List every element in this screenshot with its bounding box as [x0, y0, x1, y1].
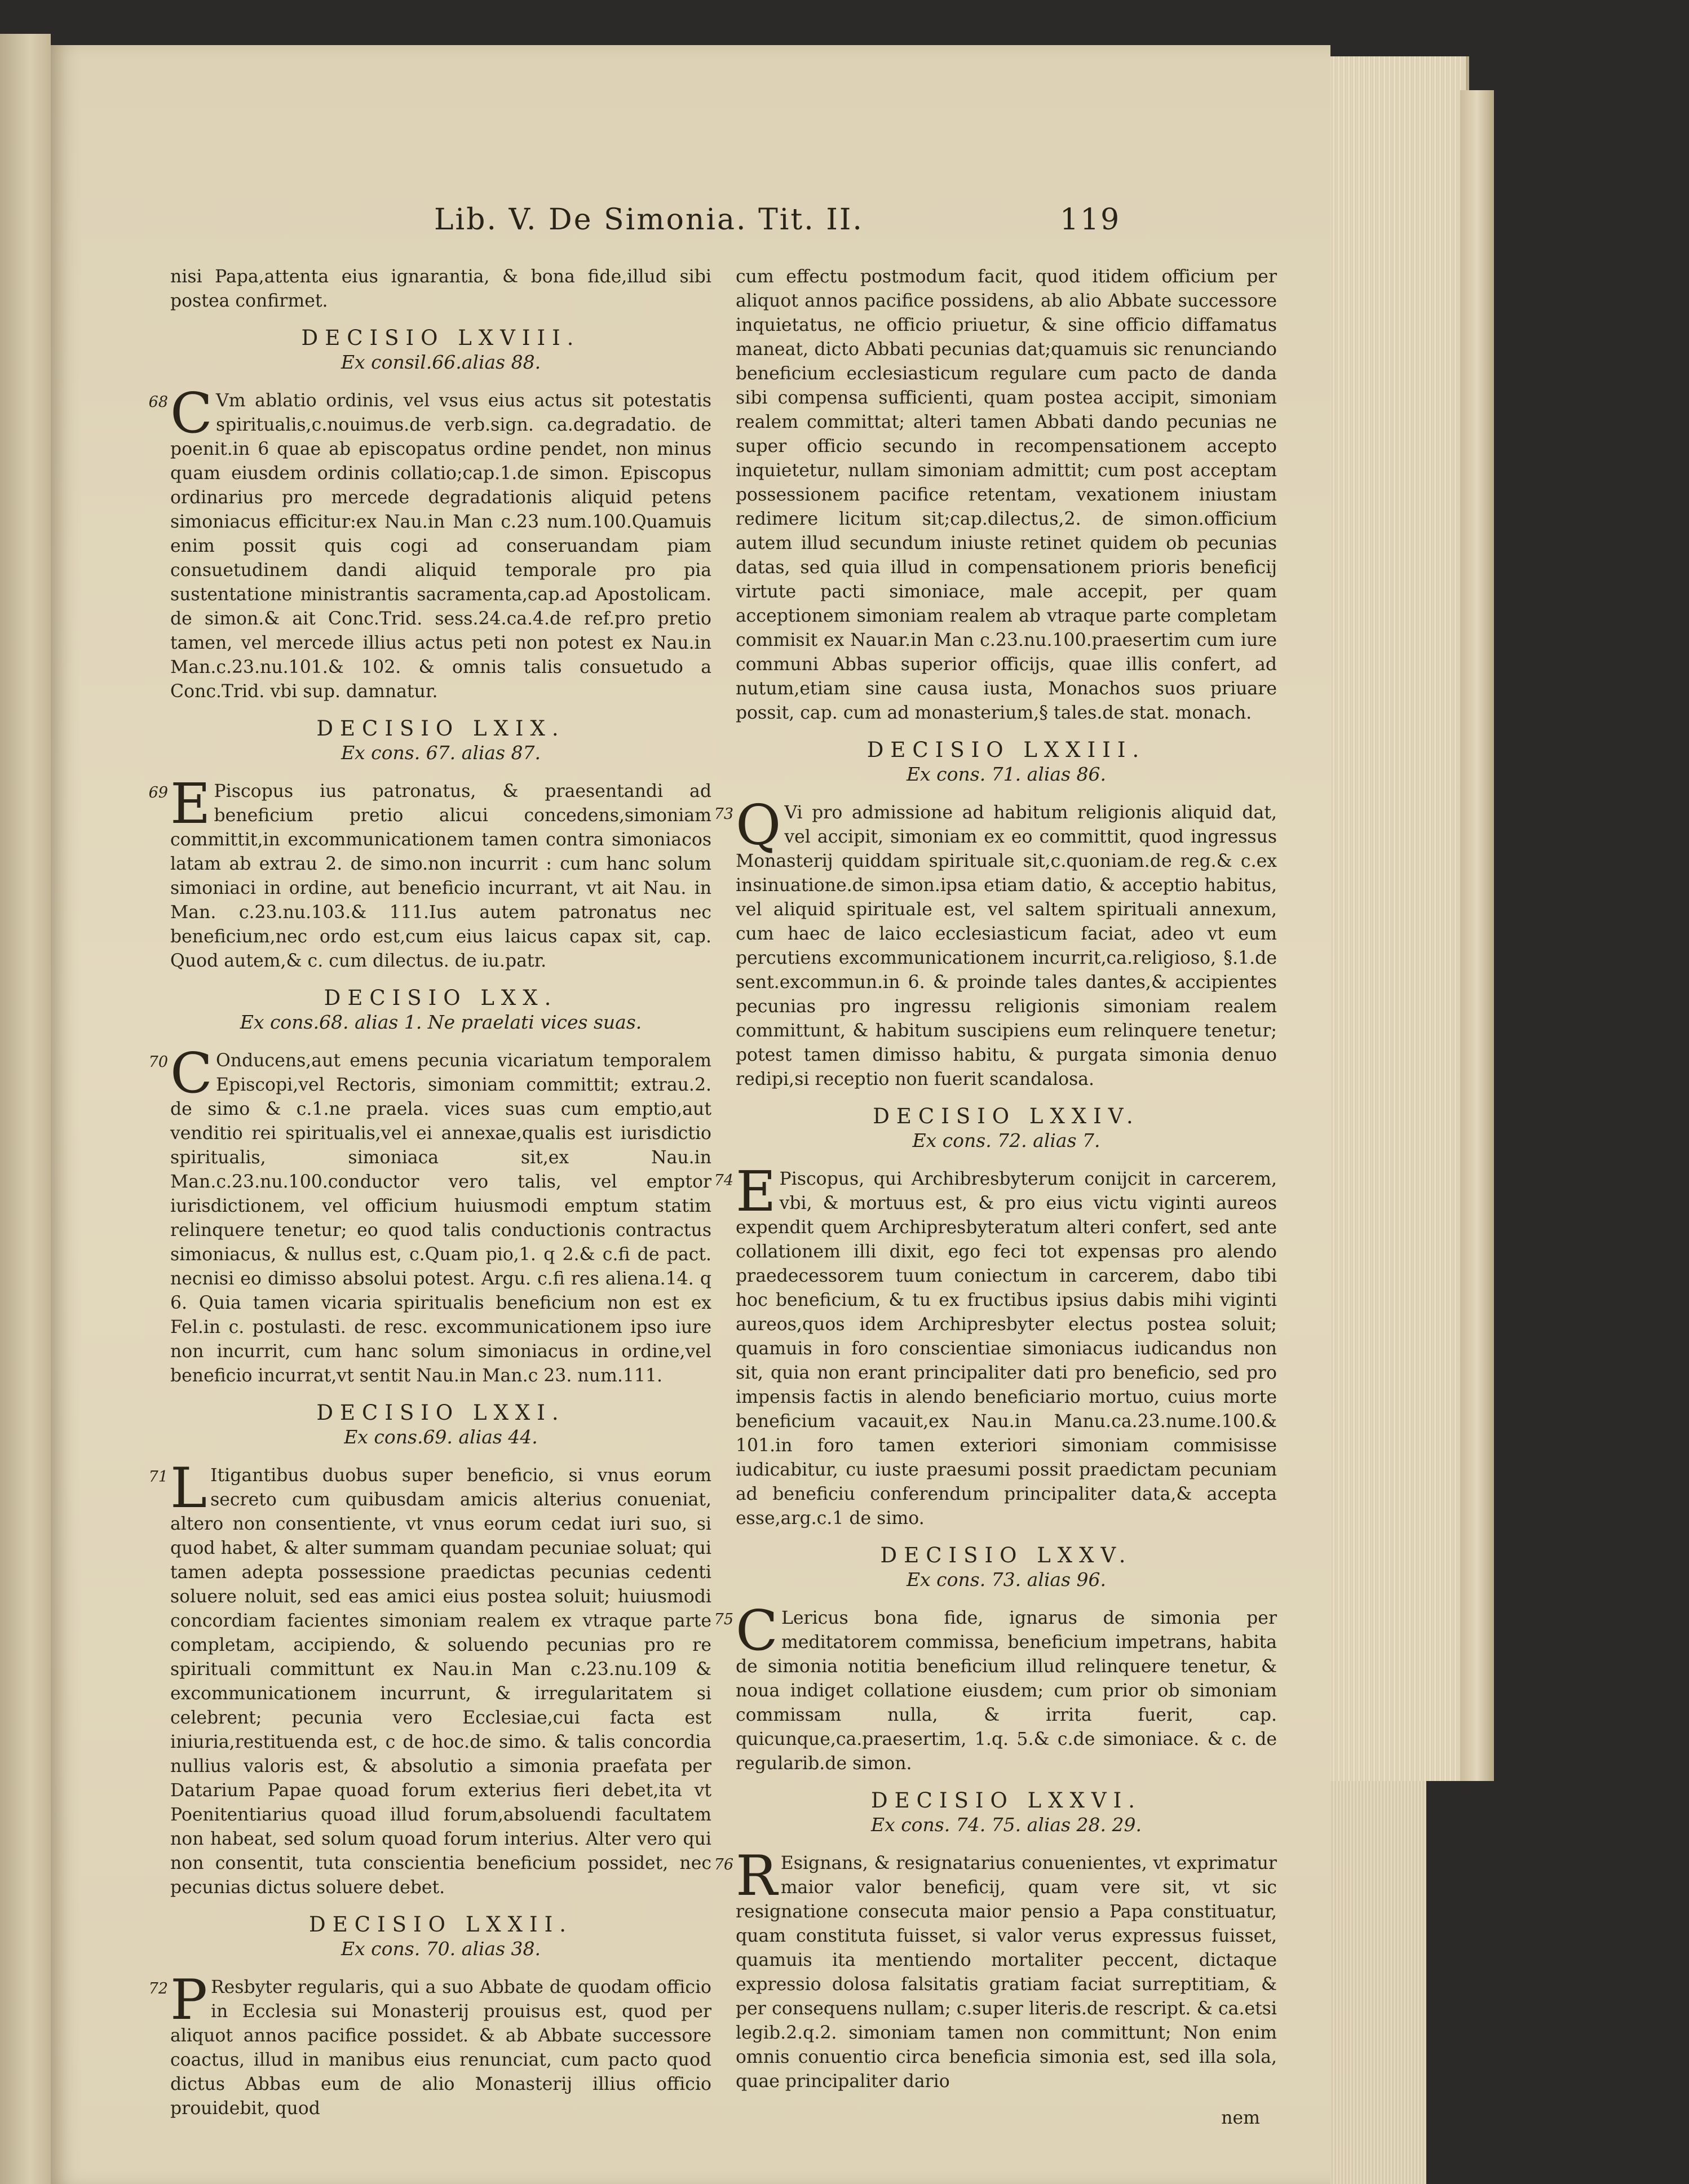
decision-block [714, 1104, 1277, 1531]
decision-heading: DECISIO LXXV. [880, 1543, 1133, 1567]
decision-text: Lericus bona fide, ignarus de simonia per meditatorem commissa, beneficium impetrans, habita de simonia notitia beneficium illud relinquere tenetur, & noua indiget collatione eiusdem; cum prior ob simoniam commissam nulla, & irrita fuerit, cap. quicunque,ca.praesertim, 1.q. 5.& c.de simoniace. & c. de regularib.de simon. [736, 1608, 1277, 1774]
decision-heading: DECISIO LXXIII. [866, 738, 1146, 762]
decision-block [714, 1788, 1277, 2094]
decision-text: Resbyter regularis, qui a suo Abbate de quodam officio in Ecclesia sui Monasterij prouisus est, quod per aliquot annos pacifice possidet. & ab Abbate successore coactus, illud in manibus eius renunciat, cum pacto quod dictus Abbas eum de alio Monasterij illius officio prouidebit, quod [170, 1977, 711, 2119]
decision-heading: DECISIO LXXVI. [870, 1788, 1142, 1813]
page-stack-edges [1330, 56, 1469, 1781]
decision-text: Vm ablatio ordinis, vel vsus eius actus sit potestatis spiritualis,c.nouimus.de verb.sign. ca.degradatio. de poenit.in 6 quae ab episcopatus ordine pendet, non minus quam eiusdem ordinis collatio;cap.1.de simon. Episcopus ordinarius pro mercede degradationis aliquid petens simoniacus efficitur:ex Nau.in Man c.23 num.100.Quamuis enim possit quis cogi ad conseruandam piam consuetudinem dandi aliquid temporale pro pia sustentatione ministrantis sacramenta,cap.ad Apostolicam. de simon.& ait Conc.Trid. sess.24.ca.4.de ref.pro pretio tamen, vel mercede illius actus peti non potest ex Nau.in Man.c.23.nu.101.& 102. & omnis talis consuetudo a Conc.Trid. vbi sup. damnatur. [170, 391, 711, 702]
decision-text: Esignans, & resignatarius conuenientes, vt exprimatur maior valor beneficij, quam vere sit, vt sic resignatione consecuta maior pensio a Papa constituatur, quam constituta fuisset, si valor verus expressus fuisset, quamuis ita mentiendo mortaliter peccent, dictaque expressio dolosa falsitatis gratiam faciat surreptitiam, & per consequens nullam; c.super literis.de rescript. & ca.etsi legib.2.q.2. simoniam tamen non committunt; Non enim omnis conuentio circa beneficia simonia est, sed illa sola, quae principaliter dario [736, 1853, 1277, 2092]
decision-paragraph [714, 794, 1277, 1092]
decision-paragraph [148, 1456, 711, 1900]
margin-number: 68 [148, 393, 168, 411]
decision-source: Ex cons. 73. alias 96. [906, 1569, 1107, 1591]
decision-block [148, 326, 711, 704]
initial-letter: C [170, 382, 213, 446]
opening-text: nisi Papa,attenta eius ignarantia, & bona fide,illud sibi postea confirmet. [170, 267, 711, 311]
decision-text: Vi pro admissione ad habitum religionis aliquid dat, vel accipit, simoniam ex eo committit, quod ingressus Monasterij quiddam spirituale sit,c.quoniam.de reg.& c.ex insinuatione.de simon.ipsa etiam datio, & acceptio habitus, vel aliquid spirituale est, vel saltem spirituali annexum, cum haec de laico ecclesiasticum faciat, adeo vt eum percutiens excommunicationem incurrit,ca.religioso, §.1.de sent.excommun.in 6. & proinde tales dantes,& accipientes pecunias pro ingressu religionis simoniam realem committunt, & habitum suscipiens eum relinquere tenetur; potest tamen dimisso habitu, & purgata simonia denuo redipi,si receptio non fuerit scandalosa. [736, 803, 1277, 1089]
right-column [714, 265, 1277, 2130]
left-page-edge [0, 34, 51, 2184]
decision-source: Ex cons. 70. alias 38. [341, 1938, 541, 1960]
book-page [51, 45, 1330, 2184]
decision-heading: DECISIO LXIX. [316, 716, 565, 741]
decision-block [148, 1401, 711, 1900]
decision-text: Itigantibus duobus super beneficio, si vnus eorum secreto cum quibusdam amicis alterius conueniat, altero non consentiente, vt vnus eorum cedat iuri suo, si quod habet, & alter summam quandam pecuniae soluat; qui tamen adepta possessione praedictas pecunias cedenti soluere noluit, sed eas amici eius postea soluit; huiusmodi concordiam facientes simoniam realem ex vtraque parte completam, accipiendo, & soluendo pecunias pro re spirituali committunt ex Nau.in Man c.23.nu.109 & excommunicationem incurrunt, & irregularitatem si celebrent; pecunia vero Ecclesiae,cui facta est iniuria,restituenda est, c de hoc.de simo. & talis concordia nullius valoris est, & absolutio a simonia praefata per Datarium Papae quoad forum exterius fieri debet,ita vt Poenitentiarius quoad illud forum,absoluendi facultatem non habeat, sed solum quoad forum interius. Alter vero qui non consentit, tuta conscientia beneficium possidet, nec pecunias dictus soluere debet. [170, 1465, 711, 1898]
decision-source: Ex cons. 72. alias 7. [912, 1129, 1100, 1151]
decision-paragraph [148, 1968, 711, 2121]
continuation-text: cum effectu postmodum facit, quod itidem officium per aliquot annos pacifice possidens, ab alio Abbate successore inquietatus, ne officio priuetur, & sine officio diffamatus maneat, dicto Abbati pecunias dat;quamuis sic renunciando beneficium ecclesiasticum regulare cum pacto de danda sibi compensa sufficienti, quam postea accipit, simoniam realem committat; alteri tamen Abbati dando pecunias ne super officio secundo in recompensationem accepto inquietetur, nullam simoniam admittit; cum post acceptam possessionem pacifice retentam, vexationem iniustam redimere licitum sit;cap.dilectus,2. de simon.officium autem illud secundum iniuste retinet quidem ob pecunias datas, sed quia illud in compensationem prioris beneficij virtute pacti simoniace, male accepit, per quam acceptionem simoniam realem ab vtraque parte completam commisit ex Nauar.in Man c.23.nu.100.praesertim cum iure communi Abbas superior officijs, quae illis confert, ad nutum,etiam sine causa iusta, Monachos suos priuare possit, cap. cum ad monasterium,§ tales.de stat. monach. [736, 267, 1277, 723]
margin-number: 74 [714, 1172, 733, 1189]
catchword: nem [1221, 2108, 1260, 2128]
decision-paragraph [148, 382, 711, 704]
decision-paragraph [148, 772, 711, 973]
initial-letter: P [170, 1968, 207, 2032]
left-column [148, 265, 711, 2133]
margin-number: 72 [148, 1980, 168, 1997]
running-title: Lib. V. De Simonia. Tit. II. [434, 203, 864, 237]
decision-source: Ex consil.66.alias 88. [341, 351, 541, 373]
decision-block [148, 716, 711, 973]
decision-paragraph [714, 1160, 1277, 1531]
decision-text: Piscopus ius patronatus, & praesentandi ad beneficium pretio alicui concedens,simoniam committit,in excommunicationem tamen contra simoniacos latam ab extrau 2. de simo.non incurrit : cum hanc solum simoniaci in ordine, aut beneficio incurrant, vt ait Nau. in Man. c.23.nu.103.& 111.Ius autem patronatus nec beneficium,nec ordo est,cum eius laicus capax sit, cap. Quod autem,& c. cum dilectus. de iu.patr. [170, 781, 711, 971]
decision-block [148, 1912, 711, 2121]
decision-text: Piscopus, qui Archibresbyterum conijcit in carcerem, vbi, & mortuus est, & pro eius victu viginti aureos expendit quem Archipresbyteratum alteri confert, sed ante collationem illi dixit, ego feci tot expensas pro alendo praedecessorem tuum coniectum in carcerem, dabo tibi hoc beneficium, & tu ex fructibus ipsius dabis mihi viginti aureos,quos idem Archipresbyter electus postea soluit; quamuis in foro conscientiae simoniacus iudicandus non sit, quia non erant principaliter dati pro beneficio, sed pro impensis factis in alendo beneficiario mortuo, cuius morte beneficium vacauit,ex Nau.in Manu.ca.23.nume.100.& 101.in foro tamen exteriori simoniam commisisse iudicabitur, cu iuste praesumi possit praedictam pecuniam ad beneficiu conferendum principaliter data,& accepta esse,arg.c.1 de simo. [736, 1169, 1277, 1529]
decision-block [148, 986, 711, 1388]
decision-text: Onducens,aut emens pecunia vicariatum temporalem Episcopi,vel Rectoris, simoniam committit; extrau.2. de simo & c.1.ne praela. vices suas cum emptio,aut venditio rei spiritualis,vel ei annexae,qualis est iurisdictio spiritualis, simoniaca sit,ex Nau.in Man.c.23.nu.100.conductor vero talis, vel emptor iurisdictionem, vel officium huiusmodi emptum statim relinquere tenetur; eo quod talis conductionis contractus simoniacus, & nullus est, c.Quam pio,1. q 2.& c.fi de pact. necnisi eo dimisso absolui potest. Argu. c.fi res aliena.14. q 6. Quia tamen vicaria spiritualis beneficium non est ex Fel.in c. postulasti. de resc. excommunicationem ipso iure non incurrit, cum hanc solum simoniacus in ordine,vel beneficio incurrat,vt sentit Nau.in Man.c 23. num.111. [170, 1051, 711, 1386]
decision-source: Ex cons.68. alias 1. Ne praelati vices suas. [240, 1011, 642, 1033]
decision-source: Ex cons. 67. alias 87. [341, 742, 541, 764]
initial-letter: C [736, 1599, 778, 1663]
margin-number: 70 [148, 1053, 168, 1071]
decision-source: Ex cons. 74. 75. alias 28. 29. [871, 1814, 1142, 1836]
decision-heading: DECISIO LXX. [324, 986, 558, 1010]
initial-letter: E [736, 1160, 776, 1224]
decision-heading: DECISIO LXXI. [316, 1401, 565, 1425]
decision-paragraph [714, 1844, 1277, 2094]
margin-number: 71 [148, 1468, 168, 1486]
page-number: 119 [1060, 203, 1121, 237]
margin-number: 73 [714, 805, 733, 823]
initial-letter: C [170, 1042, 213, 1106]
decision-block [714, 1543, 1277, 1776]
decision-heading: DECISIO LXXII. [309, 1912, 573, 1937]
running-head [51, 203, 1330, 242]
initial-letter: R [736, 1844, 777, 1908]
decision-source: Ex cons. 71. alias 86. [906, 763, 1107, 785]
decision-paragraph [148, 1042, 711, 1388]
decision-source: Ex cons.69. alias 44. [344, 1426, 538, 1448]
margin-number: 76 [714, 1856, 733, 1873]
decision-paragraph [714, 1599, 1277, 1776]
page-stack-edges-lower [1330, 1781, 1426, 2184]
margin-number: 69 [148, 784, 168, 801]
initial-letter: E [170, 772, 211, 836]
decision-heading: DECISIO LXVIII. [301, 326, 581, 350]
decision-block [714, 738, 1277, 1092]
initial-letter: Q [736, 794, 781, 858]
initial-letter: L [170, 1456, 207, 1521]
margin-number: 75 [714, 1611, 733, 1628]
decision-heading: DECISIO LXXIV. [873, 1104, 1140, 1128]
binding-edge [1460, 90, 1494, 1781]
